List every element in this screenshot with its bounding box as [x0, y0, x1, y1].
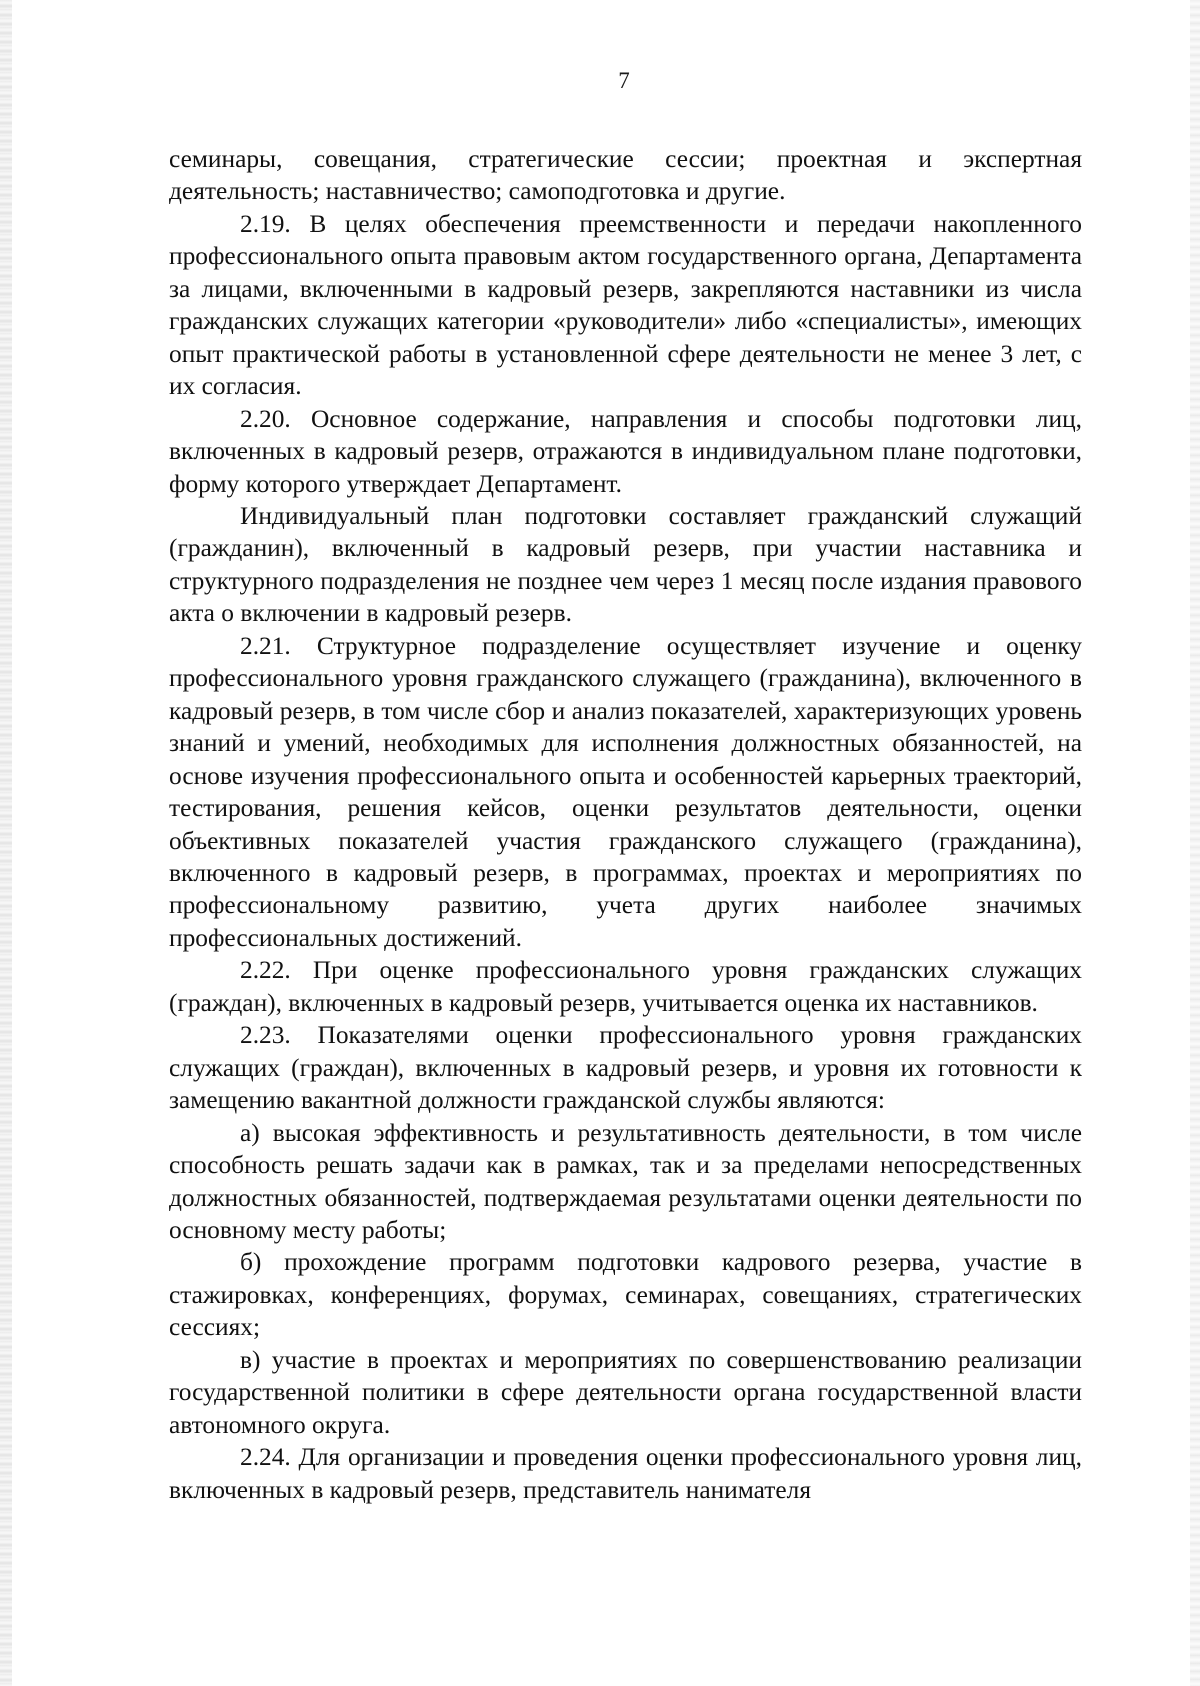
paragraph: 2.24. Для организации и проведения оценки профессионального уровня лиц, включенных в кадровый резерв, представитель нанимателя — [169, 1443, 1082, 1504]
document-body — [169, 143, 1082, 1506]
paragraph: 2.20. Основное содержание, направления и способы подготовки лиц, включенных в кадровый резерв, отражаются в индивидуальном плане подготовки, форму которого утверждает Департамент. — [169, 404, 1082, 498]
paragraph: семинары, совещания, стратегические сессии; проектная и экспертная деятельность; наставничество; самоподготовка и другие. — [169, 145, 1082, 206]
paragraph: Индивидуальный план подготовки составляет гражданский служащий (гражданин), включенный в кадровый резерв, при участии наставника и структурного подразделения не позднее чем через 1 месяц после издания правового акта о включении в кадровый резерв. — [169, 501, 1082, 628]
paragraph: в) участие в проектах и мероприятиях по совершенствованию реализации государственной политики в сфере деятельности органа государственной власти автономного округа. — [169, 1345, 1082, 1439]
paragraph: 2.21. Структурное подразделение осуществляет изучение и оценку профессионального уровня гражданского служащего (гражданина), включенного в кадровый резерв, в том числе сбор и анализ показателей, характеризующих уровень знаний и умений, необходимых для исполнения должностных обязанностей, на основе изучения профессионального опыта и особенностей карьерных траекторий, тестирования, решения кейсов, оценки результатов деятельности, оценки объективных показателей участия гражданского служащего (гражданина), включенного в кадровый резерв, в программах, проектах и мероприятиях по профессиональному развитию, учета других наиболее значимых профессиональных достижений. — [169, 631, 1082, 952]
paragraph: б) прохождение программ подготовки кадрового резерва, участие в стажировках, конференциях, форумах, семинарах, совещаниях, стратегических сессиях; — [169, 1248, 1082, 1342]
paragraph: 2.19. В целях обеспечения преемственности и передачи накопленного профессионального опыта правовым актом государственного органа, Департамента за лицами, включенными в кадровый резерв, закрепляются наставники из числа гражданских служащих категории «руководители» либо «специалисты», имеющих опыт практической работы в установленной сфере деятельности не менее 3 лет, с их согласия. — [169, 209, 1082, 401]
paragraph: 2.22. При оценке профессионального уровня гражданских служащих (граждан), включенных в кадровый резерв, учитывается оценка их наставников. — [169, 956, 1082, 1017]
paragraph: 2.23. Показателями оценки профессионального уровня гражданских служащих (граждан), включенных в кадровый резерв, и уровня их готовности к замещению вакантной должности гражданской службы являются: — [169, 1021, 1082, 1115]
scan-edge-right — [1190, 0, 1200, 1686]
page-number: 7 — [618, 68, 630, 93]
scan-edge-left — [0, 0, 12, 1686]
paragraph: а) высокая эффективность и результативность деятельности, в том числе способность решать задачи как в рамках, так и за пределами непосредственных должностных обязанностей, подтверждаемая результатами оценки деятельности по основному месту работы; — [169, 1118, 1082, 1244]
